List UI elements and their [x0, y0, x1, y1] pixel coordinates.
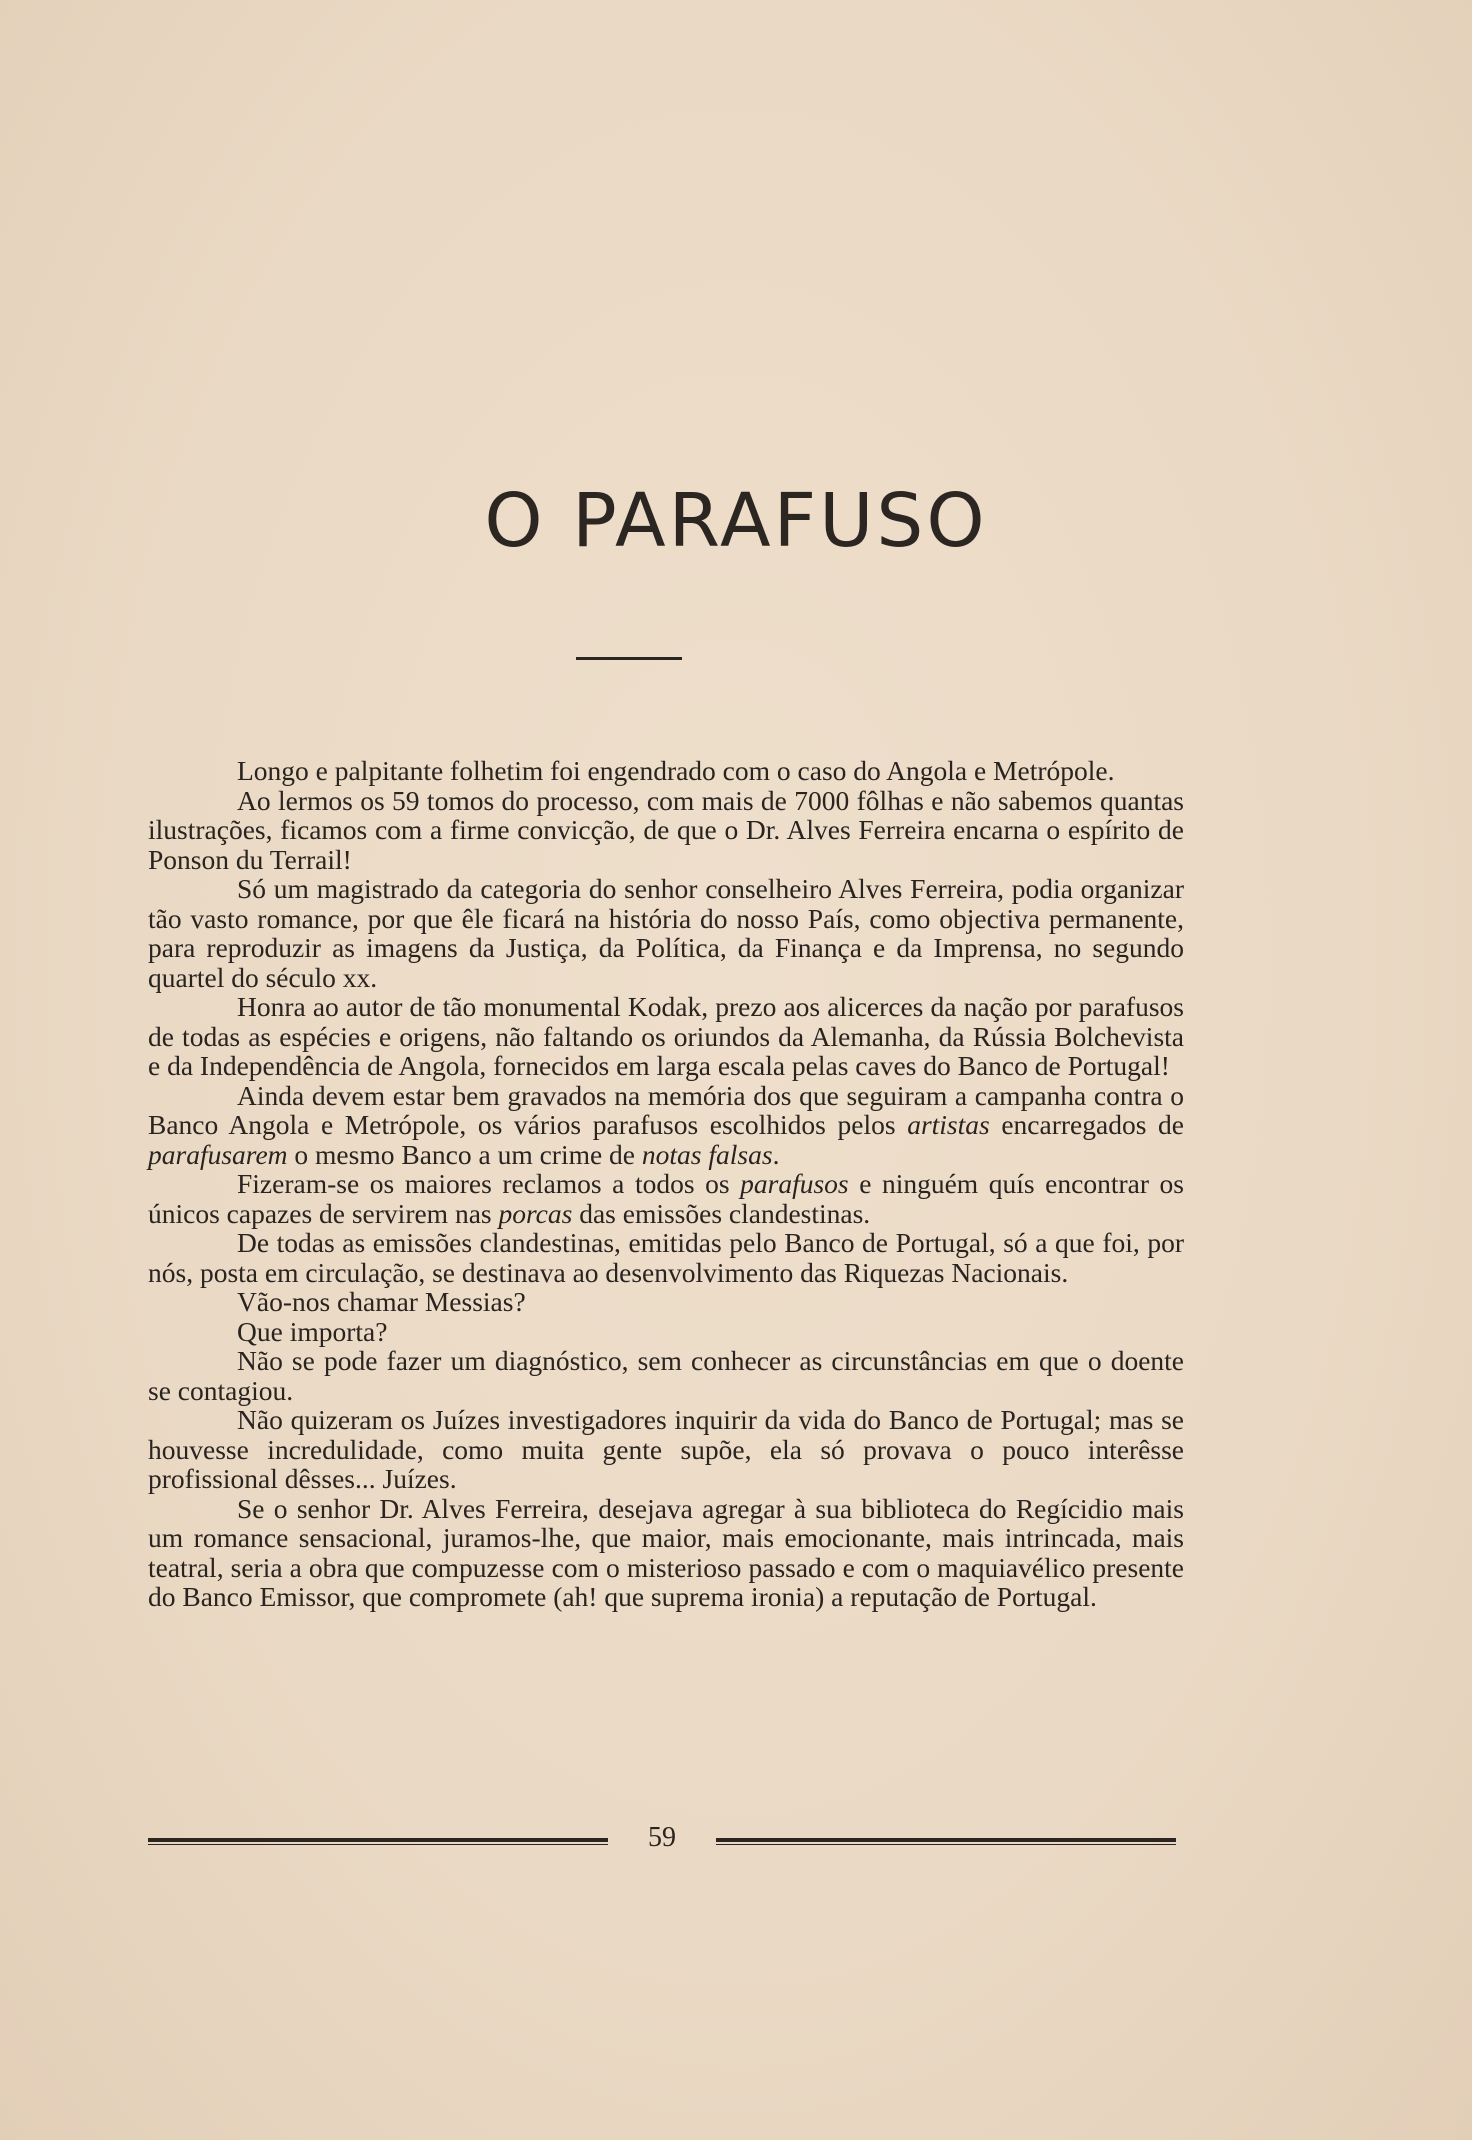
paragraph: Não quizeram os Juízes investigadores inquirir da vida do Banco de Portugal; mas se houvesse incredulidade, como muita gente supõe, ela só provava o pouco interêsse profissional dêsses... Juízes. — [148, 1404, 1184, 1494]
page-footer — [148, 1818, 1176, 1864]
text-run: encarregados de — [989, 1109, 1184, 1140]
paragraph: De todas as emissões clandestinas, emitidas pelo Banco de Portugal, só a que foi, por nós, posta em circulação, se destinava ao desenvolvimento das Riquezas Nacionais. — [148, 1227, 1184, 1288]
paragraph: Ao lermos os 59 tomos do processo, com mais de 7000 fôlhas e não sabemos quantas ilustrações, ficamos com a firme convicção, de que o Dr. Alves Ferreira encarna o espírito de Ponson du Terrail! — [148, 784, 1184, 875]
paragraph: Longo e palpitante folhetim foi engendrado com o caso do Angola e Metrópole. — [237, 755, 1115, 786]
page-title: O PARAFUSO — [484, 478, 988, 564]
text-run: o mesmo Banco a um crime de — [287, 1138, 642, 1170]
text-run: Fizeram-se os maiores reclamos a todos os — [237, 1168, 741, 1199]
paragraph — [148, 1169, 1184, 1228]
paragraph: Só um magistrado da categoria do senhor conselheiro Alves Ferreira, podia organizar tão vasto romance, por que êle ficará na história do nosso País, como objectiva permanente, para reproduzir as imagens da Justiça, da Política, da Finança e da Imprensa, no segundo quartel do século xx. — [148, 873, 1184, 993]
italic-text: parafusos — [740, 1168, 849, 1199]
paragraph: Honra ao autor de tão monumental Kodak, prezo aos alicerces da nação por parafusos de todas as espécies e origens, não faltando os oriundos da Alemanha, da Rússia Bolchevista e da Independência de Angola, fornecidos em larga escala pelas caves do Banco de Portugal! — [148, 991, 1184, 1081]
text-run: das emissões clandestinas. — [572, 1197, 871, 1229]
paragraph: Não se pode fazer um diagnóstico, sem conhecer as circunstâncias em que o doente se contagiou. — [148, 1345, 1184, 1406]
italic-text: notas falsas — [641, 1138, 773, 1170]
page-number: 59 — [648, 1822, 676, 1853]
footer-rule-right — [716, 1838, 1176, 1842]
italic-text: artistas — [907, 1109, 990, 1140]
footer-rule-left — [148, 1838, 608, 1842]
article-body — [148, 756, 1184, 1612]
paragraph: Vão-nos chamar Messias? — [237, 1286, 526, 1317]
title-underline — [576, 657, 682, 660]
text-run: e ninguém quís encontrar os únicos capazes de servirem nas — [148, 1168, 1184, 1229]
italic-text: parafusarem — [148, 1138, 288, 1170]
italic-text: porcas — [498, 1197, 573, 1229]
paragraph: Que importa? — [237, 1315, 388, 1347]
text-run: . — [772, 1138, 780, 1170]
text-run: Ainda devem estar bem gravados na memória dos que seguiram a campanha contra o Banco Angola e Metrópole, os vários parafusos escolhidos pelos — [148, 1079, 1184, 1140]
paragraph: Se o senhor Dr. Alves Ferreira, desejava agregar à sua biblioteca do Regícidio mais um romance sensacional, juramos-lhe, que maior, mais emocionante, mais intrincada, mais teatral, seria a obra que compuzesse com o misterioso passado e com o maquiavélico presente do Banco Emissor, que compromete (ah! que suprema ironia) a reputação de Portugal. — [148, 1492, 1184, 1612]
paragraph — [148, 1081, 1184, 1170]
